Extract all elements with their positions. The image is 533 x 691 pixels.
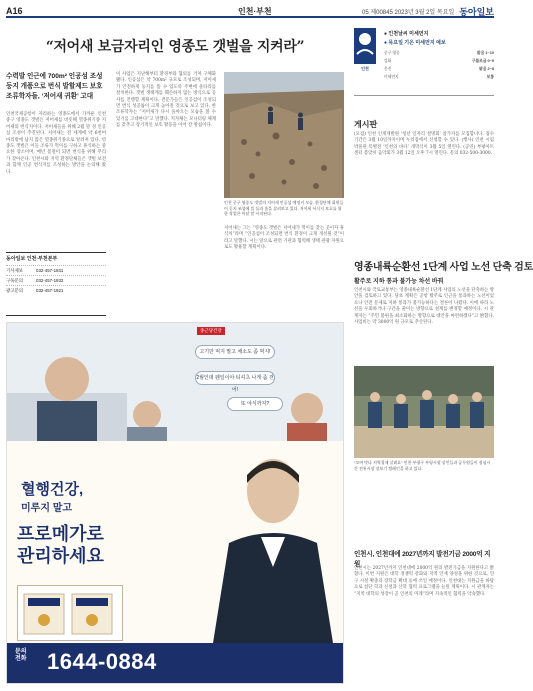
main-headline: “저어새 보금자리인 영종도 갯벌을 지켜라” [45,39,305,55]
article2-headline: 영종내륙순환선 1단계 사업 노선 단축 검토 [354,262,533,273]
article3-headline-wide: 인천시, 인천대에 2027년까지 발전기금 2000억 지원 [354,551,491,568]
product-box-icon [18,586,122,640]
masthead-logo: 동아일보 [459,7,494,17]
contact-row [6,285,106,295]
weather-location: 미세먼지 [384,74,399,79]
weather-row [384,66,494,72]
ad-people-illustration [7,323,343,441]
main-body-col3: 저어새는 그는 “영종도 갯벌은 저어새가 먹이를 찾는 곳이자 휴식처”라며 “인공섬이 조성되면 번식 환경이 크게 개선될 것”이라고 말했다. 시는 앞으로 관련 기관과 협력해 생태 관광 자원으로도 활용할 계획이다. [224,226,344,251]
health-supplement-ad[interactable] [6,322,344,684]
ad-speech-bubble: 2월인데 웬일이야 티셔츠 나게 좀 걷어! [195,371,275,385]
weather-subtitle: ● 목요일 기온 미세먼지 예보 [384,40,446,46]
ad-brand-tag: 종근당건강 [197,327,225,335]
ad-speech-bubble: 또 야식까지? [227,397,283,411]
ad-phone-number[interactable]: 1644-0884 [47,649,157,674]
weather-row [384,58,494,64]
weather-value: 보통 [486,74,494,79]
section-name: 인천·부천 [238,7,272,16]
article3-body: 인천시는 2027년까지 인천대에 2000억 원의 발전기금을 지원한다고 밝혔다. 이번 지원은 대학 경쟁력 강화와 지역 인재 양성을 위한 것으로, 연구 시설 확충과 장학금 확대 등에 쓰일 예정이다. 인천대는 지원금을 바탕으로 첨단 학과 신설과 산학 협력 프로그램을 늘릴 계획이다. 시 관계자는 “지역 대학의 성장이 곧 인천의 미래”라며 지속적인 협력을 약속했다. [354,566,494,597]
ad-headline: 혈행건강, [21,481,84,498]
contact-value: 032-457-1931 [36,268,64,273]
notice-board-title: 게시판 [354,120,378,129]
weather-value: 구름조금 0~9 [471,58,494,63]
notice-board-body: (모집) 인천 인재개발원 ‘청년 일자리 설명회’ 참가자를 모집합니다. 접수 기간은 3월 10일까지이며 누리집에서 신청할 수 있다. (행사) 인천 시립박물관 특별전 ‘인천의 바다’ 개막식이 3월 5일 열린다. (공연) 부평아트센터 봄맞이 음악회가 3월 12일 오후 7시 열린다. 문의 032-500-3000. [354,132,494,157]
tideflat-photo-image [224,72,344,198]
contact-label: 구독문의 [6,277,23,283]
article2-body: 인천시와 국토교통부는 영종내륙순환선 1단계 사업의 노선을 단축하는 방안을 검토하고 있다. 당초 계획은 공항 활주로 인근을 통과하는 노선이었으나 안전 문제로 지하 통과가 불가능하다는 결론이 나왔다. 이에 따라 노선을 우회하거나 구간을 줄이는 방향으로 설계를 변경할 예정이다. 시 관계자는 “주민 불편을 최소화하는 방향으로 대안을 마련하겠다”고 밝혔다. 사업비는 약 3000억 원 규모로 추산된다. [354,288,494,326]
weather-row [384,50,494,56]
market-campaign-photo [354,366,494,458]
main-photo-caption: 인천 중구 영종도 갯벌의 저어새 인공섬 예정지 모습. 환경단체 회원들이 둥지 조성에 쓸 돌과 흙을 살펴보고 있다. 저어새 서식지 보호를 위한 작업은 이달 말 시작된다. [224,200,344,216]
contact-label: 기사제보 [6,267,23,273]
weather-box [354,28,494,96]
ad-speech-bubble: 고기만 먹지 말고 채소도 좀 먹지! [195,345,275,359]
ad-product-image [17,585,123,641]
weather-logo-icon [354,28,376,64]
weather-value: 맑음 2~8 [479,66,494,71]
contact-row [6,275,106,285]
contact-value: 032-457-1932 [36,278,64,283]
ad-main-copy: 프로메가로 관리하세요 [17,524,104,566]
page-number: A16 [6,6,23,16]
contact-label: 광고문의 [6,287,23,293]
weather-title: ● 인천날씨 미세먼지 [384,31,429,37]
weather-location: 중구 영종 [384,50,400,55]
tideflat-photo [224,72,344,198]
ad-scene [7,323,343,441]
ad-phone-bar[interactable] [7,643,343,683]
main-body-col1: 인천국제공항이 자리하는 영종도에서 가까운 인천 중구 영종도 갯벌은 저어새를 비롯해 멸종위기종 저어새의 번식지이다. 저어새들을 위해 2월 말 경 인공섬 조성이 추진된다. 저어새는 전 세계에 약 6천여 마리밖에 남지 않은 멸종위기종으로 알려져 있다. 영종도 갯벌은 이들 조류가 먹이를 구하고 휴식하는 중요한 장소이며, 매년 봄철이 되면 번식을 위해 무리가 찾아온다. 인천시와 지역 환경단체들은 갯벌 보전과 함께 인공 번식지를 조성하는 방안을 논의해 왔다. [6,112,106,175]
page-header [6,4,494,18]
ad-phone-label: 문의 전화 [15,649,27,662]
article2-subhead: 활주로 지하 통과 불가능 차선 바꿔 [354,279,444,285]
weather-location: 옹진 [384,66,392,71]
weather-value: 맑음 1~10 [477,50,494,55]
contact-value: 032-457-1921 [36,288,64,293]
contact-info-title: 동아일보 인천·부천본부 [6,256,58,262]
issue-date: 05 제00845 2023년 3월 2일 목요일 [362,10,455,16]
main-body-col2: 이 사업은 지난해부터 환경부와 협의를 거쳐 구체화됐다. 인공섬은 약 700m² 규모로 조성되며, 저어새가 안전하게 둥지를 틀 수 있도록 주변에 울타리를 설치한다. 갯벌 생태계를 훼손하지 않는 방식으로 공사를 진행할 계획이다. 전문가들은 인공섬이 조성되면 번식 성공률이 크게 높아질 것으로 보고 있다. 한 조류학자는 “저어새가 다시 돌아오는 모습을 볼 수 있기를 고대한다”고 말했다. 지자체는 모니터링 체계를 갖추고 장기적인 보호 활동을 이어 갈 방침이다. [116,72,216,129]
main-subhead: 수력발 인근에 700m² 인공섬 조성 둥지 개품으로 번식 발할제드 보호 조류학자들, ‘저어새 귀환’ 고대 [6,73,103,100]
weather-location: 강화 [384,58,392,63]
weather-row [384,74,494,80]
contact-info-box [6,252,106,316]
ad-subheadline: 미루지 말고 [21,503,73,514]
market-campaign-image [354,366,494,458]
article2-photo-caption: “모여 맛나 지역경제 살려요” 인천 부평구 부평시장 상인들과 공무원들이 점심시간 전통시장 장보기 캠페인을 하고 있다. [354,460,491,471]
contact-row [6,265,106,275]
ad-spokesperson-photo [193,447,343,643]
weather-logo-label: 인천 [361,66,369,71]
